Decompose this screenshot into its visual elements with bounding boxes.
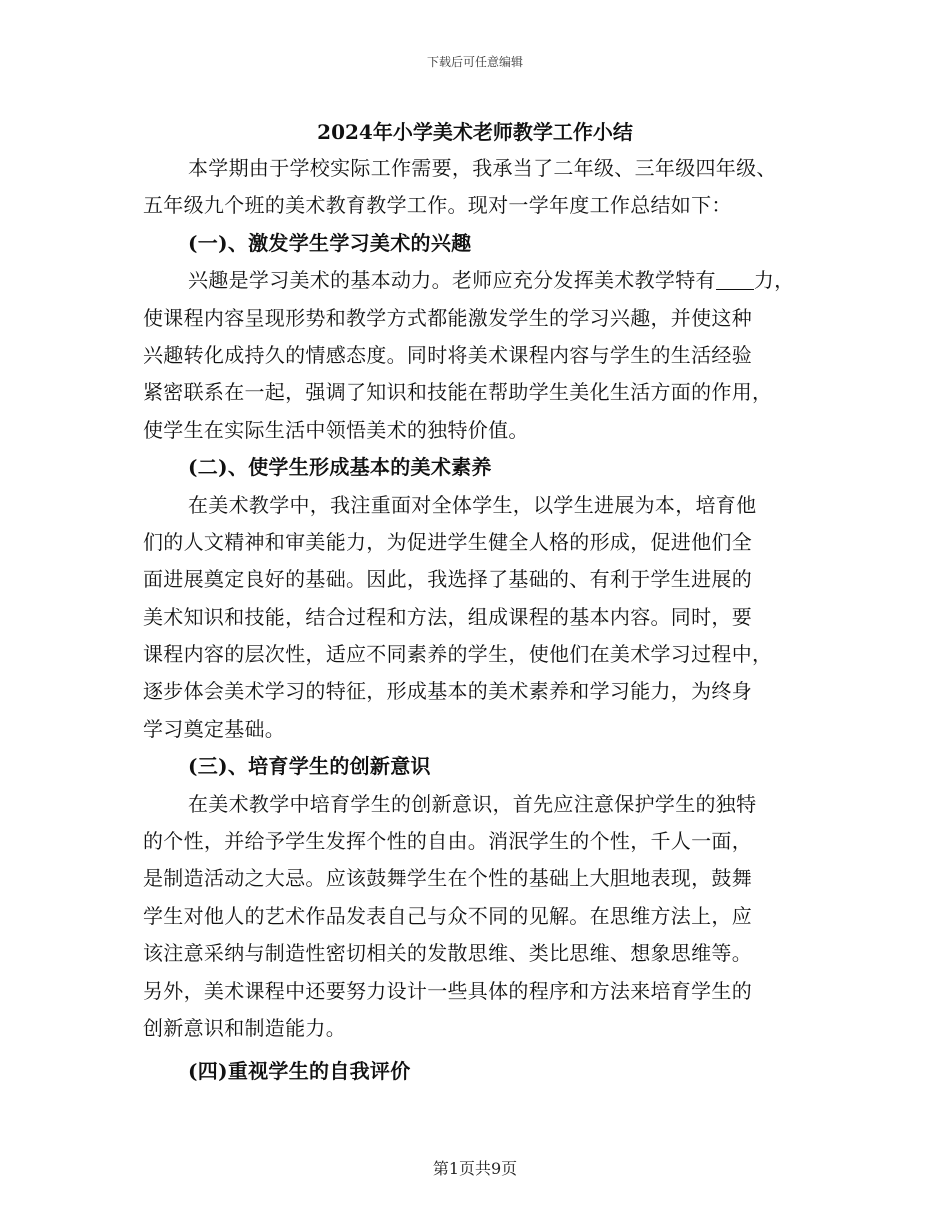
page-number: 第1页共9页 <box>432 1159 518 1178</box>
document-body <box>143 150 823 1091</box>
section-1-line-3: 兴趣转化成持久的情感态度。同时将美术课程内容与学生的生活经验 <box>143 342 752 367</box>
section-3-line-3: 是制造活动之大忌。应该鼓舞学生在个性的基础上大胆地表现，鼓舞 <box>143 866 752 891</box>
section-2-line-4: 美术知识和技能，结合过程和方法，组成课程的基本内容。同时，要 <box>143 604 752 629</box>
section-3-line-1: 在美术教学中培育学生的创新意识，首先应注意保护学生的独特 <box>188 791 757 816</box>
section-2-line-2: 们的人文精神和审美能力，为促进学生健全人格的形成，促进他们全 <box>143 529 752 554</box>
section-1-line-5: 使学生在实际生活中领悟美术的独特价值。 <box>143 417 529 442</box>
section-2-heading: (二)、使学生形成基本的美术素养 <box>188 455 492 480</box>
section-2-line-7: 学习奠定基础。 <box>143 716 286 741</box>
section-2-line-1: 在美术教学中，我注重面对全体学生，以学生进展为本，培育他 <box>188 492 757 517</box>
section-2-line-3: 面进展奠定良好的基础。因此，我选择了基础的、有利于学生进展的 <box>143 567 752 592</box>
section-1-line-2: 使课程内容呈现形势和教学方式都能激发学生的学习兴趣，并使这种 <box>143 305 752 330</box>
intro-line-1: 本学期由于学校实际工作需要，我承当了二年级、三年级四年级、 <box>188 156 777 180</box>
section-1-line-4: 紧密联系在一起，强调了知识和技能在帮助学生美化生活方面的作用， <box>143 380 773 405</box>
section-1-heading: (一)、激发学生学习美术的兴趣 <box>188 230 472 255</box>
section-3-heading: (三)、培育学生的创新意识 <box>188 754 431 779</box>
section-1-line-1-end: 力， <box>753 268 795 293</box>
fill-in-blank <box>716 267 754 290</box>
section-3-line-6: 另外，美术课程中还要努力设计一些具体的程序和方法来培育学生的 <box>143 978 752 1003</box>
section-3-line-5: 该注意采纳与制造性密切相关的发散思维、类比思维、想象思维等。 <box>143 941 752 966</box>
intro-line-2: 五年级九个班的美术教育教学工作。现对一学年度工作总结如下： <box>143 193 732 218</box>
section-2-line-6: 逐步体会美术学习的特征，形成基本的美术素养和学习能力，为终身 <box>143 679 752 704</box>
document-title: 2024年小学美术老师教学工作小结 <box>317 120 633 144</box>
section-1-line-1-text: 兴趣是学习美术的基本动力。老师应充分发挥美术教学特有 <box>188 268 716 293</box>
section-3-line-2: 的个性，并给予学生发挥个性的自由。消泯学生的个性，千人一面， <box>143 829 752 854</box>
section-3-line-4: 学生对他人的艺术作品发表自己与众不同的见解。在思维方法上，应 <box>143 903 752 928</box>
section-3-line-7: 创新意识和制造能力。 <box>143 1015 346 1040</box>
download-note: 下载后可任意编辑 <box>426 55 523 69</box>
section-4-heading: (四)重视学生的自我评价 <box>188 1059 411 1084</box>
section-2-line-5: 课程内容的层次性，适应不同素养的学生，使他们在美术学习过程中， <box>143 642 773 667</box>
section-1-line-1 <box>143 262 823 299</box>
